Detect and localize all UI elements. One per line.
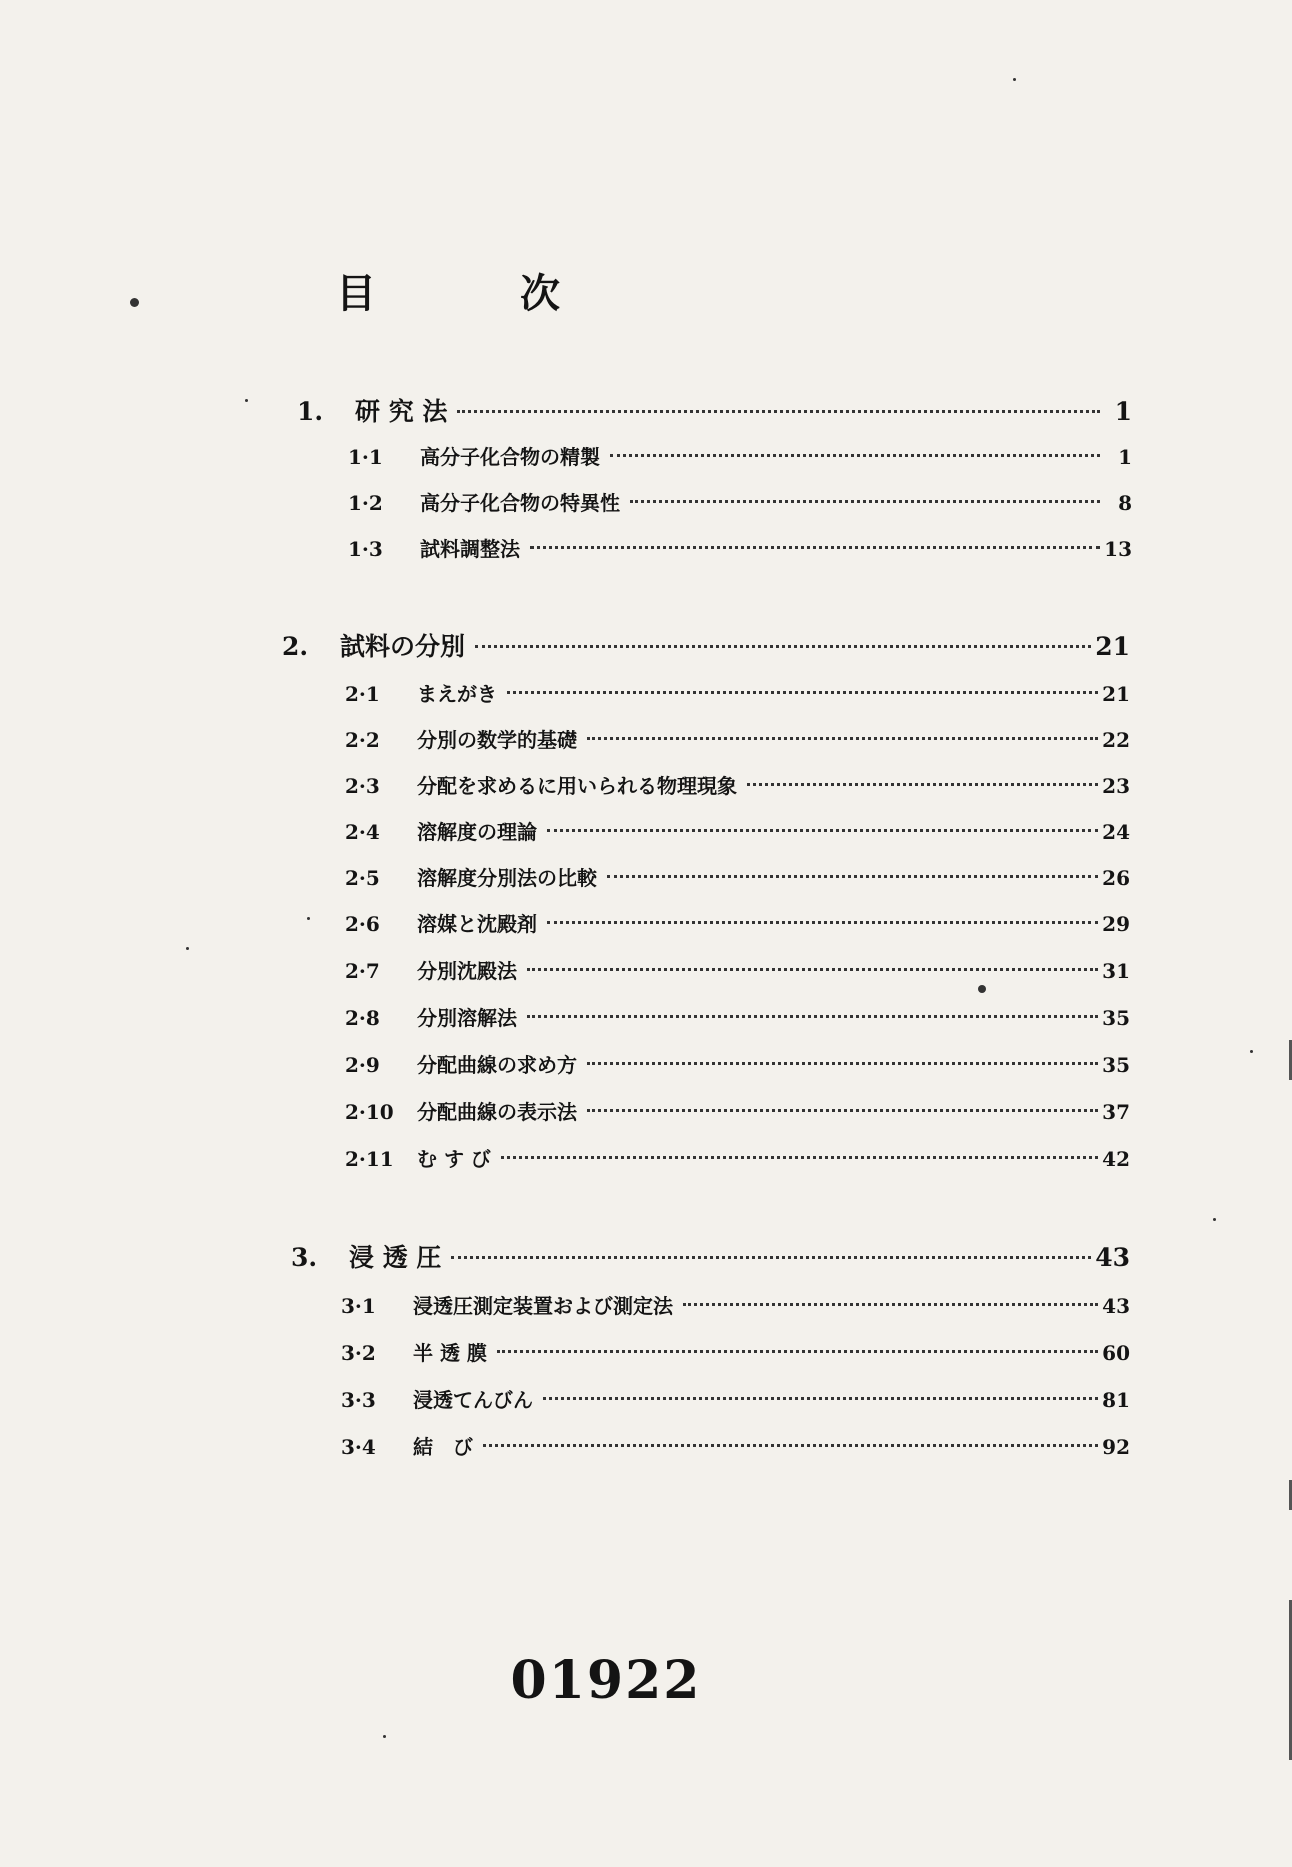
dot-leader — [747, 783, 1098, 786]
toc-page-number: 21 — [1095, 632, 1130, 661]
toc-number: 3·4 — [341, 1435, 376, 1459]
toc-section-1-1 — [348, 441, 1132, 475]
toc-page-number: 31 — [1102, 959, 1130, 983]
toc-label: 研 究 法 — [355, 397, 448, 426]
toc-page-number: 8 — [1118, 491, 1132, 515]
toc-number: 2·7 — [345, 959, 380, 983]
dot-leader — [547, 829, 1098, 832]
toc-label: 結 び — [413, 1435, 473, 1459]
dot-leader — [630, 500, 1100, 503]
scan-speck — [130, 298, 139, 307]
toc-number: 2·11 — [345, 1147, 394, 1171]
toc-page-number: 92 — [1102, 1435, 1130, 1459]
toc-label: 高分子化合物の特異性 — [420, 491, 620, 515]
toc-section-2-9 — [345, 1049, 1130, 1083]
toc-label: 溶媒と沈殿剤 — [417, 912, 537, 936]
toc-label: 浸透てんびん — [413, 1388, 533, 1412]
toc-page-number: 1 — [1114, 397, 1132, 426]
toc-page-number: 43 — [1102, 1294, 1130, 1318]
dot-leader — [457, 410, 1100, 413]
toc-page-number: 42 — [1102, 1147, 1130, 1171]
toc-label: 高分子化合物の精製 — [420, 445, 600, 469]
dot-leader — [610, 454, 1100, 457]
toc-section-3-3 — [341, 1384, 1130, 1418]
toc-page-number: 21 — [1102, 682, 1130, 706]
toc-label: 浸透圧測定装置および測定法 — [413, 1294, 673, 1318]
toc-number: 3·3 — [341, 1388, 376, 1412]
toc-number: 1·3 — [348, 537, 383, 561]
scan-speck — [1013, 78, 1016, 81]
toc-chapter-3 — [291, 1238, 1130, 1272]
scan-speck — [978, 985, 986, 993]
dot-leader — [530, 546, 1100, 549]
dot-leader — [527, 968, 1098, 971]
toc-label: 試料の分別 — [340, 632, 466, 661]
toc-label: 試料調整法 — [420, 537, 520, 561]
toc-label: 分別溶解法 — [417, 1006, 517, 1030]
scan-speck — [1213, 1218, 1216, 1221]
toc-number: 2·9 — [345, 1053, 380, 1077]
dot-leader — [501, 1156, 1098, 1159]
toc-label: 分配曲線の表示法 — [417, 1100, 577, 1124]
toc-page-number: 22 — [1102, 728, 1130, 752]
toc-section-2-1 — [345, 678, 1130, 712]
toc-section-2-7 — [345, 955, 1130, 989]
toc-number: 2·8 — [345, 1006, 380, 1030]
toc-page-number: 13 — [1104, 537, 1132, 561]
toc-section-2-4 — [345, 816, 1130, 850]
toc-number: 1·2 — [348, 491, 383, 515]
toc-number: 2·5 — [345, 866, 380, 890]
toc-section-1-3 — [348, 533, 1132, 567]
dot-leader — [497, 1350, 1098, 1353]
toc-label: 分配曲線の求め方 — [417, 1053, 577, 1077]
toc-page-number: 60 — [1102, 1341, 1130, 1365]
scan-speck — [383, 1735, 386, 1738]
toc-page-number: 1 — [1118, 445, 1132, 469]
toc-section-2-8 — [345, 1002, 1130, 1036]
toc-number: 3·2 — [341, 1341, 376, 1365]
toc-section-1-2 — [348, 487, 1132, 521]
scan-speck — [186, 947, 189, 950]
toc-number: 3. — [291, 1243, 318, 1272]
dot-leader — [683, 1303, 1098, 1306]
toc-chapter-1 — [297, 392, 1132, 426]
toc-section-3-2 — [341, 1337, 1130, 1371]
toc-number: 2·6 — [345, 912, 380, 936]
dot-leader — [587, 1062, 1098, 1065]
scan-speck — [245, 399, 248, 402]
dot-leader — [475, 645, 1091, 648]
toc-number: 2·3 — [345, 774, 380, 798]
dot-leader — [547, 921, 1098, 924]
toc-page-number: 23 — [1102, 774, 1130, 798]
toc-number: 1. — [297, 397, 324, 426]
toc-section-3-1 — [341, 1290, 1130, 1324]
dot-leader — [483, 1444, 1098, 1447]
scan-speck — [1250, 1050, 1253, 1053]
toc-label: まえがき — [417, 682, 497, 706]
toc-section-2-2 — [345, 724, 1130, 758]
toc-number: 2·10 — [345, 1100, 394, 1124]
toc-page-number: 35 — [1102, 1053, 1130, 1077]
toc-number: 2·2 — [345, 728, 380, 752]
toc-page-number: 81 — [1102, 1388, 1130, 1412]
toc-page-number: 35 — [1102, 1006, 1130, 1030]
dot-leader — [587, 737, 1098, 740]
toc-number: 3·1 — [341, 1294, 376, 1318]
dot-leader — [451, 1256, 1091, 1259]
toc-label: 半 透 膜 — [413, 1341, 487, 1365]
toc-page-number: 43 — [1095, 1243, 1130, 1272]
toc-number: 2. — [282, 632, 309, 661]
toc-label: 分別の数学的基礎 — [417, 728, 577, 752]
toc-page-number: 26 — [1102, 866, 1130, 890]
toc-label: 分別沈殿法 — [417, 959, 517, 983]
toc-section-2-11 — [345, 1143, 1130, 1177]
toc-label: 溶解度の理論 — [417, 820, 537, 844]
document-number-stamp: 01922 — [510, 1650, 702, 1711]
toc-number: 1·1 — [348, 445, 383, 469]
dot-leader — [507, 691, 1098, 694]
title-char-1: 目 — [336, 270, 376, 317]
toc-section-2-3 — [345, 770, 1130, 804]
toc-page-number: 29 — [1102, 912, 1130, 936]
toc-section-2-5 — [345, 862, 1130, 896]
toc-section-2-6 — [345, 908, 1130, 942]
toc-page-number: 37 — [1102, 1100, 1130, 1124]
title-char-2: 次 — [520, 270, 560, 317]
toc-chapter-2 — [282, 627, 1130, 661]
toc-page-number: 24 — [1102, 820, 1130, 844]
scan-speck — [307, 917, 310, 920]
toc-number: 2·1 — [345, 682, 380, 706]
toc-number: 2·4 — [345, 820, 380, 844]
toc-section-2-10 — [345, 1096, 1130, 1130]
dot-leader — [607, 875, 1098, 878]
toc-label: 分配を求めるに用いられる物理現象 — [417, 774, 737, 798]
toc-label: 浸 透 圧 — [349, 1243, 442, 1272]
dot-leader — [527, 1015, 1098, 1018]
dot-leader — [543, 1397, 1098, 1400]
dot-leader — [587, 1109, 1098, 1112]
toc-label: 溶解度分別法の比較 — [417, 866, 597, 890]
toc-section-3-4 — [341, 1431, 1130, 1465]
toc-label: む す び — [417, 1147, 491, 1171]
